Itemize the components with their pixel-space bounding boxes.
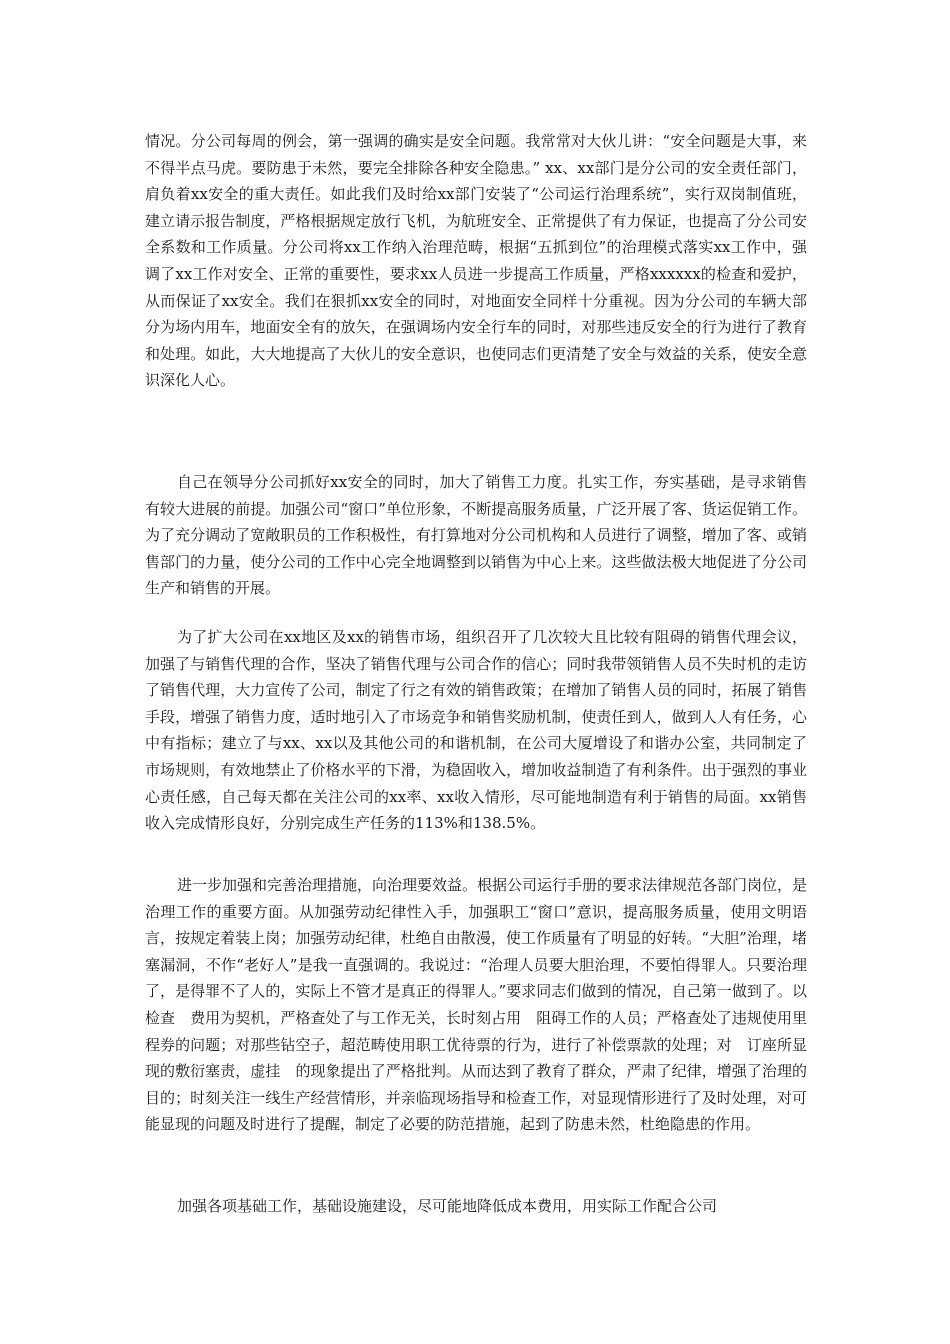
paragraph-management: 进一步加强和完善治理措施，向治理要效益。根据公司运行手册的要求法律规范各部门岗位，是治理工作的重要方面。从加强劳动纪律性入手，加强职工“窗口”意识，提高服务质量，使用文明语言，按规定着装上岗；加强劳动纪律，杜绝自由散漫，使工作质量有了明显的好转。“大胆”治理，堵塞漏洞，不作“老好人”是我一直强调的。我说过：“治理人员要大胆治理，不要怕得罪人。只要治理了，是得罪不了人的，实际上不管才是真正的得罪人。”要求同志们做到的情况，自己第一做到了。以检查 费用为契机，严格查处了与工作无关，长时刻占用 阻碍工作的人员；严格查处了违规使用里程券的问题；对那些钻空子，超范畴使用职工优待票的行为，进行了补偿票款的处理；对 订座所显现的敷衍塞责，虚挂 的现象提出了严格批判。从而达到了教育了群众，严肃了纪律，增强了治理的目的；时刻关注一线生产经营情形，并亲临现场指导和检查工作，对显现情形进行了及时处理，对可能显现的问题及时进行了提醒，制定了必要的防范措施，起到了防患未然，杜绝隐患的作用。 bbox=[145, 876, 808, 1134]
paragraph-infrastructure: 加强各项基础工作，基础设施建设，尽可能地降低成本费用，用实际工作配合公司 bbox=[177, 1197, 718, 1215]
paragraph-sales-effort: 自己在领导分公司抓好xx安全的同时，加大了销售工力度。扎实工作，夯实基础，是寻求销售有较大进展的前提。加强公司“窗口”单位形象，不断提高服务质量，广泛开展了客、货运促销工作。为了充分调动了宽敞职员的工作积极性，有打算地对分公司机构和人员进行了调整，增加了客、或销售部门的力量，使分公司的工作中心完全地调整到以销售为中心上来。这些做法极大地促进了分公司生产和销售的开展。 bbox=[145, 473, 807, 598]
paragraph-safety: 情况。分公司每周的例会，第一强调的确实是安全问题。我常常对大伙儿讲：“安全问题是大事，来不得半点马虎。要防患于未然，要完全排除各种安全隐患。” xx、xx部门是分公司的安全责任部门，肩负着xx安全的重大责任。如此我们及时给xx部门安装了“公司运行治理系统”，实行双岗制值班，建立请示报告制度，严格根据规定放行飞机，为航班安全、正常提供了有力保证，也提高了分公司安全系数和工作质量。分公司将xx工作纳入治理范畴，根据“五抓到位”的治理模式落实xx工作中，强调了xx工作对安全、正常的重要性，要求xx人员进一步提高工作质量，严格xxxxxx的检查和爱护，从而保证了xx安全。我们在狠抓xx安全的同时，对地面安全同样十分重视。因为分公司的车辆大部分为场内用车，地面安全有的放矢，在强调场内安全行车的同时，对那些违反安全的行为进行了教育和处理。如此，大大地提高了大伙儿的安全意识，也使同志们更清楚了安全与效益的关系，使安全意识深化人心。 bbox=[145, 132, 807, 390]
paragraph-sales-market: 为了扩大公司在xx地区及xx的销售市场，组织召开了几次较大且比较有阻碍的销售代理会议，加强了与销售代理的合作，坚决了销售代理与公司合作的信心；同时我带领销售人员不失时机的走访了销售代理，大力宣传了公司，制定了行之有效的销售政策；在增加了销售人员的同时，拓展了销售手段，增强了销售力度，适时地引入了市场竞争和销售奖励机制，使责任到人，做到人人有任务，心中有指标；建立了与xx、xx以及其他公司的和谐机制，在公司大厦增设了和谐办公室，共同制定了市场规则，有效地禁止了价格水平的下滑，为稳固收入，增加收益制造了有利条件。出于强烈的事业心责任感，自己每天都在关注公司的xx率、xx收入情形，尽可能地制造有利于销售的局面。xx销售收入完成情形良好，分别完成生产任务的113%和138.5%。 bbox=[145, 628, 807, 833]
